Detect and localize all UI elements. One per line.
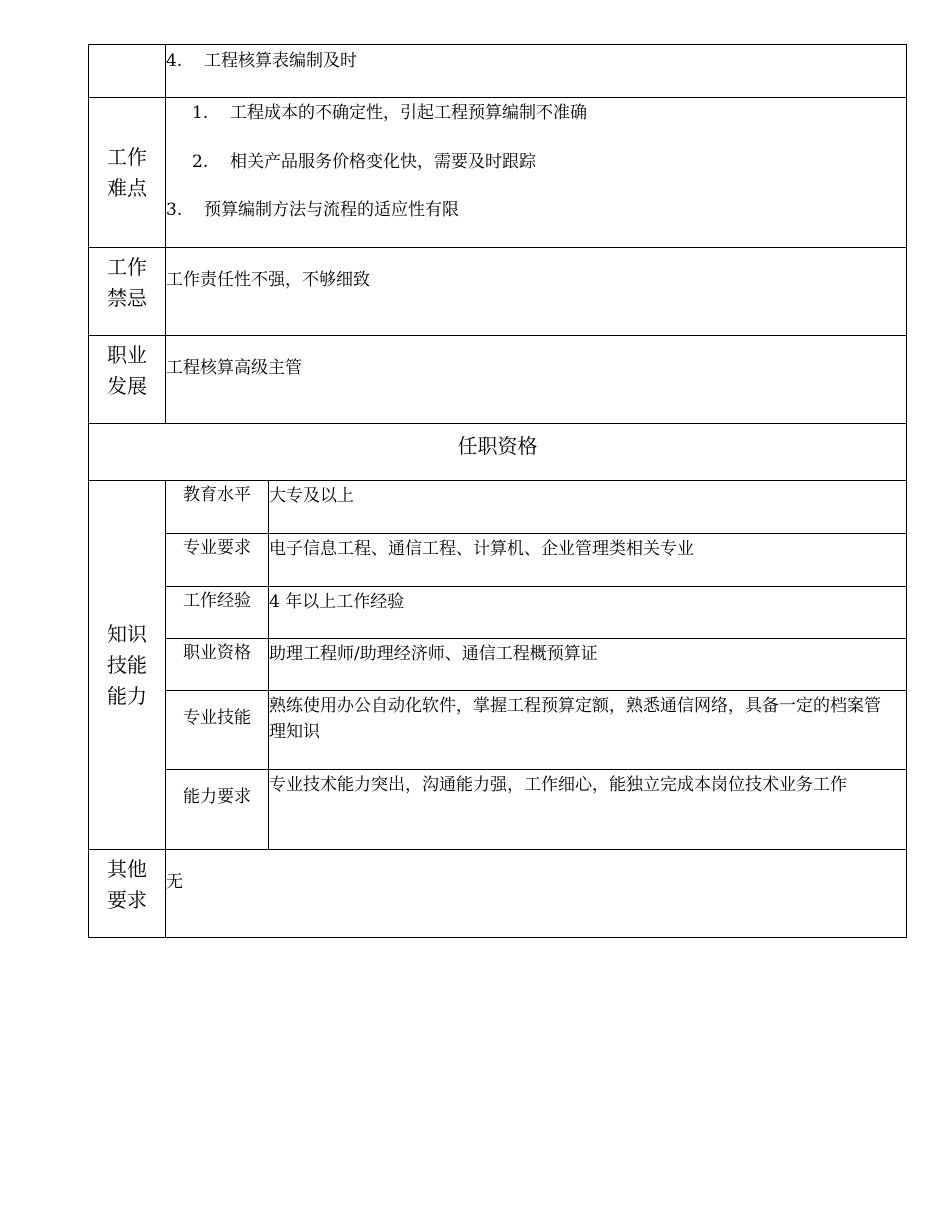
list-item-number: 4.	[166, 51, 183, 71]
sub-row-abilities	[166, 770, 906, 849]
list-item-number: 1.	[192, 103, 209, 123]
continuation-content	[166, 45, 906, 97]
other-label	[89, 850, 166, 937]
table-row-other	[88, 850, 907, 938]
list-item-text: 预算编制方法与流程的适应性有限	[204, 200, 459, 220]
list-item	[166, 49, 357, 74]
table-row-knowledge	[88, 481, 907, 850]
knowledge-label-text: 知识技能能力	[107, 621, 147, 708]
table-row-qualification-title	[88, 424, 907, 481]
list-item-text: 相关产品服务价格变化快，需要及时跟踪	[230, 152, 536, 172]
difficulties-content	[166, 98, 906, 247]
difficulties-label-text: 工作难点	[107, 144, 147, 200]
sub-value: 大专及以上	[269, 486, 354, 506]
table-row-difficulties	[88, 98, 907, 248]
sub-label: 专业技能	[166, 691, 269, 769]
sub-value: 4 年以上工作经验	[269, 591, 405, 612]
other-content: 无	[166, 872, 183, 892]
sub-value: 助理工程师/助理经济师、通信工程概预算证	[269, 643, 598, 664]
career-label	[89, 336, 166, 423]
table-row-career	[88, 336, 907, 424]
knowledge-label	[89, 481, 166, 849]
taboos-content: 工作责任性不强，不够细致	[166, 270, 370, 290]
difficulties-label	[89, 98, 166, 247]
career-label-text: 职业发展	[107, 343, 147, 398]
sub-row-skills	[166, 691, 906, 770]
sub-row-certification	[166, 639, 906, 692]
taboos-label-text: 工作禁忌	[107, 255, 147, 310]
section-title: 任职资格	[457, 434, 538, 458]
career-content: 工程核算高级主管	[166, 358, 302, 378]
taboos-label	[89, 248, 166, 335]
sub-value: 电子信息工程、通信工程、计算机、企业管理类相关专业	[269, 538, 694, 559]
empty-label-cell	[89, 45, 166, 97]
knowledge-sub-table	[166, 481, 906, 849]
sub-label: 工作经验	[166, 587, 269, 638]
sub-value: 熟练使用办公自动化软件，掌握工程预算定额，熟悉通信网络，具备一定的档案管理知识	[269, 696, 881, 743]
list-item-number: 3.	[166, 200, 183, 220]
sub-value: 专业技术能力突出，沟通能力强，工作细心，能独立完成本岗位技术业务工作	[269, 775, 847, 796]
sub-label: 职业资格	[166, 639, 269, 691]
list-item-number: 2.	[192, 152, 209, 172]
other-label-text: 其他要求	[107, 857, 147, 912]
sub-label: 教育水平	[166, 481, 269, 533]
table-row-taboos	[88, 248, 907, 336]
sub-row-education	[166, 481, 906, 534]
list-item	[192, 150, 536, 175]
sub-row-major	[166, 534, 906, 587]
sub-row-experience	[166, 587, 906, 639]
job-description-table	[88, 44, 907, 938]
table-row-continuation	[88, 44, 907, 98]
list-item	[192, 101, 587, 126]
sub-label: 能力要求	[166, 770, 269, 849]
sub-label: 专业要求	[166, 534, 269, 586]
list-item	[166, 198, 459, 223]
list-item-text: 工程核算表编制及时	[204, 51, 357, 71]
list-item-text: 工程成本的不确定性，引起工程预算编制不准确	[230, 103, 587, 123]
